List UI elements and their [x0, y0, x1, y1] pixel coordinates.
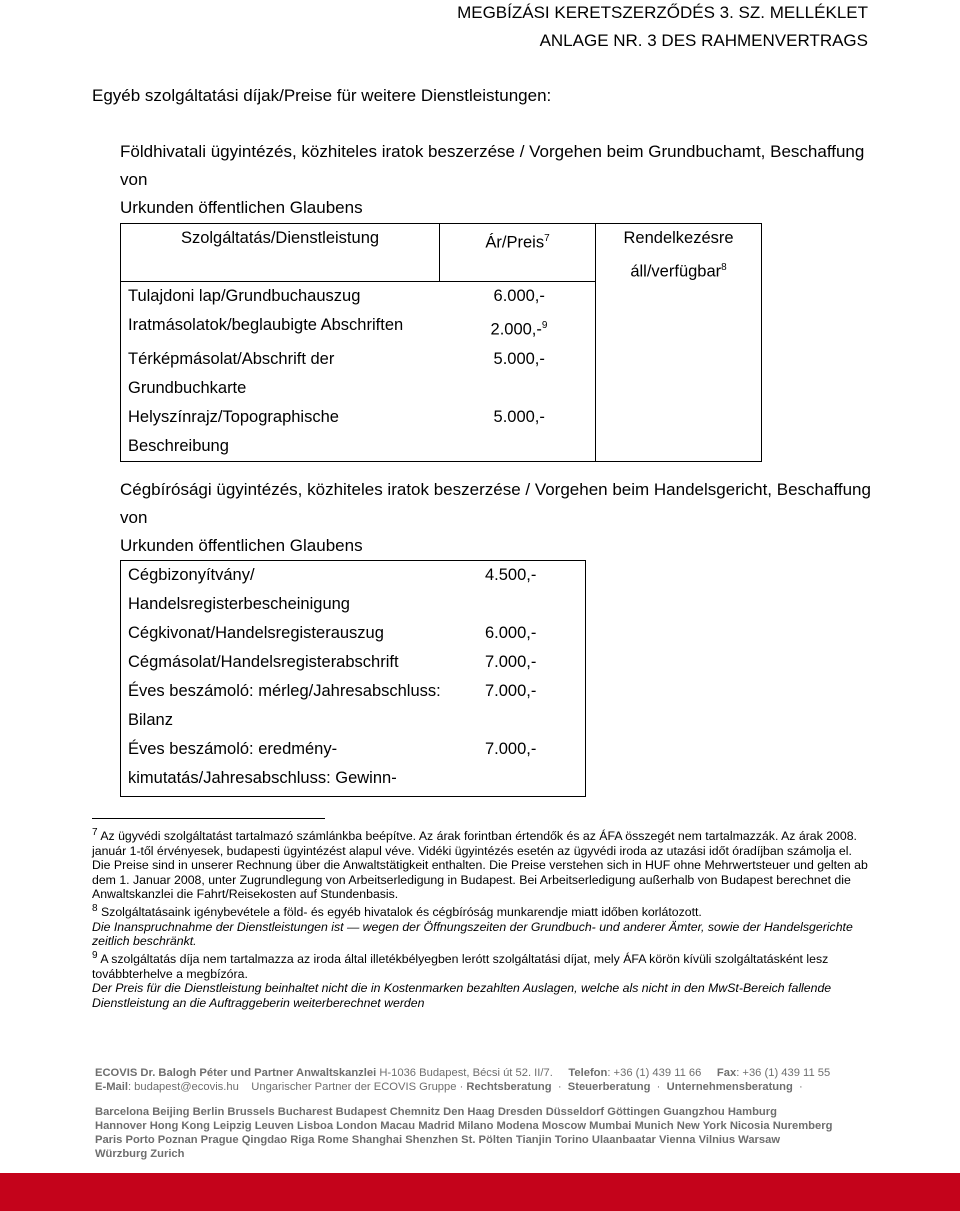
header-line-1: MEGBÍZÁSI KERETSZERZŐDÉS 3. SZ. MELLÉKLET [457, 3, 868, 22]
table-row: Iratmásolatok/beglaubigte Abschriften 2.000,-$^9$ [121, 311, 762, 345]
land-registry-price-table [120, 223, 762, 462]
table-row: Cégkivonat/Handelsregisterauszug 6.000,- [121, 619, 586, 648]
footnote-8-hu: $^8$ Szolgáltatásaink igénybevétele a föld- és egyéb hivatalok és cégbíróság munkarendje miatt időben korlátozott. [92, 903, 702, 920]
col-avail-header: Rendelkezésre áll/verfügbar$^8$ [623, 229, 734, 281]
firm-address: H-1036 Budapest, Bécsi út 52. II/7. [379, 1067, 553, 1079]
section1-heading-line1: Földhivatali ügyintézés, közhiteles iratok beszerzése / Vorgehen beim Grundbuchamt, Beschaffung von [120, 142, 865, 189]
footer-contact-line: ECOVIS Dr. Balogh Péter und Partner Anwaltskanzlei H-1036 Budapest, Bécsi út 52. II/7. Telefon: +36 (1) 439 11 66 Fax: +36 (1) 439 11 55 [95, 1067, 831, 1079]
company-court-price-table [120, 560, 586, 797]
table-row: Cégbizonyítvány/ Handelsregisterbescheinigung 4.500,- [121, 561, 586, 620]
table-header-row [121, 224, 762, 282]
footnote-9-hu: $^9$ A szolgáltatás díja nem tartalmazza az iroda által illetékbélyegben lerótt szolgáltatási díjat, mely ÁFA körön kívüli szolgáltatásként lesz továbbterhelve a megbízóra. [92, 949, 829, 981]
brand-bar [0, 1173, 960, 1211]
col-service-header: Szolgáltatás/Dienstleistung [180, 229, 380, 247]
section1-heading-line2: Urkunden öffentlichen Glaubens [120, 198, 363, 217]
table-row: Éves beszámoló: mérleg/Jahresabschluss: Bilanz 7.000,- [121, 677, 586, 735]
footer-email-line: E-Mail: budapest@ecovis.hu Ungarischer Partner der ECOVIS Gruppe · Rechtsberatung · Steuerberatung · Unternehmensberatung · [95, 1081, 803, 1093]
fax-number: : +36 (1) 439 11 55 [736, 1067, 831, 1079]
header-line-2: ANLAGE NR. 3 DES RAHMENVERTRAGS [539, 31, 868, 50]
col-price-header: Ár/Preis$^7$ [485, 233, 550, 252]
email-link[interactable]: : budapest@ecovis.hu [127, 1081, 239, 1093]
footnotes [92, 826, 870, 1010]
footnote-7-de: Die Preise sind in unserer Rechnung über die Anwaltstätigkeit enthalten. Die Preise verstehen sich in HUF ohne Mehrwertsteuer und gelten ab dem 1. Januar 2008, unter Zugrundlegung von Arbeitserledigung in Budapest. Bei Arbeitserledigung außerhalb von Budapest berechnet die Anwaltskanzlei die Fahrt/Reisekosten auf Stundenbasis. [92, 858, 868, 902]
section1-heading [120, 138, 880, 222]
section2-heading-line2: Urkunden öffentlichen Glaubens [120, 536, 363, 555]
partner-text: Ungarischer Partner der ECOVIS Gruppe [251, 1081, 457, 1093]
table-row: Tulajdoni lap/Grundbuchauszug 6.000,- [121, 282, 762, 312]
table-row: Térképmásolat/Abschrift der Grundbuchkarte 5.000,- [121, 345, 762, 403]
table-row: Helyszínrajz/Topographische Beschreibung 5.000,- [121, 403, 762, 462]
footnote-rule [92, 818, 325, 819]
table-row: Éves beszámoló: eredmény- kimutatás/Jahresabschluss: Gewinn- 7.000,- [121, 735, 586, 797]
firm-name: ECOVIS Dr. Balogh Péter und Partner Anwaltskanzlei [95, 1067, 377, 1079]
footnote-7-hu: $^7$ Az ügyvédi szolgáltatást tartalmazó számlánkba beépítve. Az árak forintban értendők és az ÁFA összegét nem tartalmazzák. Az árak 2008. január 1-től érvényesek, budapesti ügyintézést alapul véve. Vidéki ügyintézés esetén az ügyvédi iroda az utazási időt óradíjban számolja el. [92, 827, 857, 858]
footnote-9-de: Der Preis für die Dienstleistung beinhaltet nicht die in Kostenmarken bezahlten Auslagen, welche als nicht in den MwSt-Bereich fallende Dienstleistung an die Auftraggeberin weiterberechnet werden [92, 981, 832, 1010]
footnote-8-de: Die Inanspruchnahme der Dienstleistungen ist — wegen der Öffnungszeiten der Grundbuch- und anderer Ämter, sowie der Handelsgerichte zeitlich beschränkt. [92, 919, 853, 949]
phone-number: : +36 (1) 439 11 66 [607, 1067, 702, 1079]
section2-heading-line1: Cégbírósági ügyintézés, közhiteles iratok beszerzése / Vorgehen beim Handelsgericht, Beschaffung von [120, 480, 871, 527]
section2-heading [120, 476, 880, 560]
table-row: Cégmásolat/Handelsregisterabschrift 7.000,- [121, 648, 586, 677]
intro-heading: Egyéb szolgáltatási díjak/Preise für weitere Dienstleistungen: [92, 86, 552, 105]
office-cities: Barcelona Beijing Berlin Brussels Bucharest Budapest Chemnitz Den Haag Dresden Düsseldorf Göttingen Guangzhou Hamburg Hannover Hong Kong Leipzig Leuven Lisboa London Macau Madrid Milano Modena Moscow Mumbai Munich New York Nicosia Nuremberg Paris Porto Poznan Prague Qingdao Riga Rome Shanghai Shenzhen St. Pölten Tianjin Torino Ulaanbaatar Vienna Vilnius Warsaw Würzburg Zurich [95, 1106, 833, 1160]
